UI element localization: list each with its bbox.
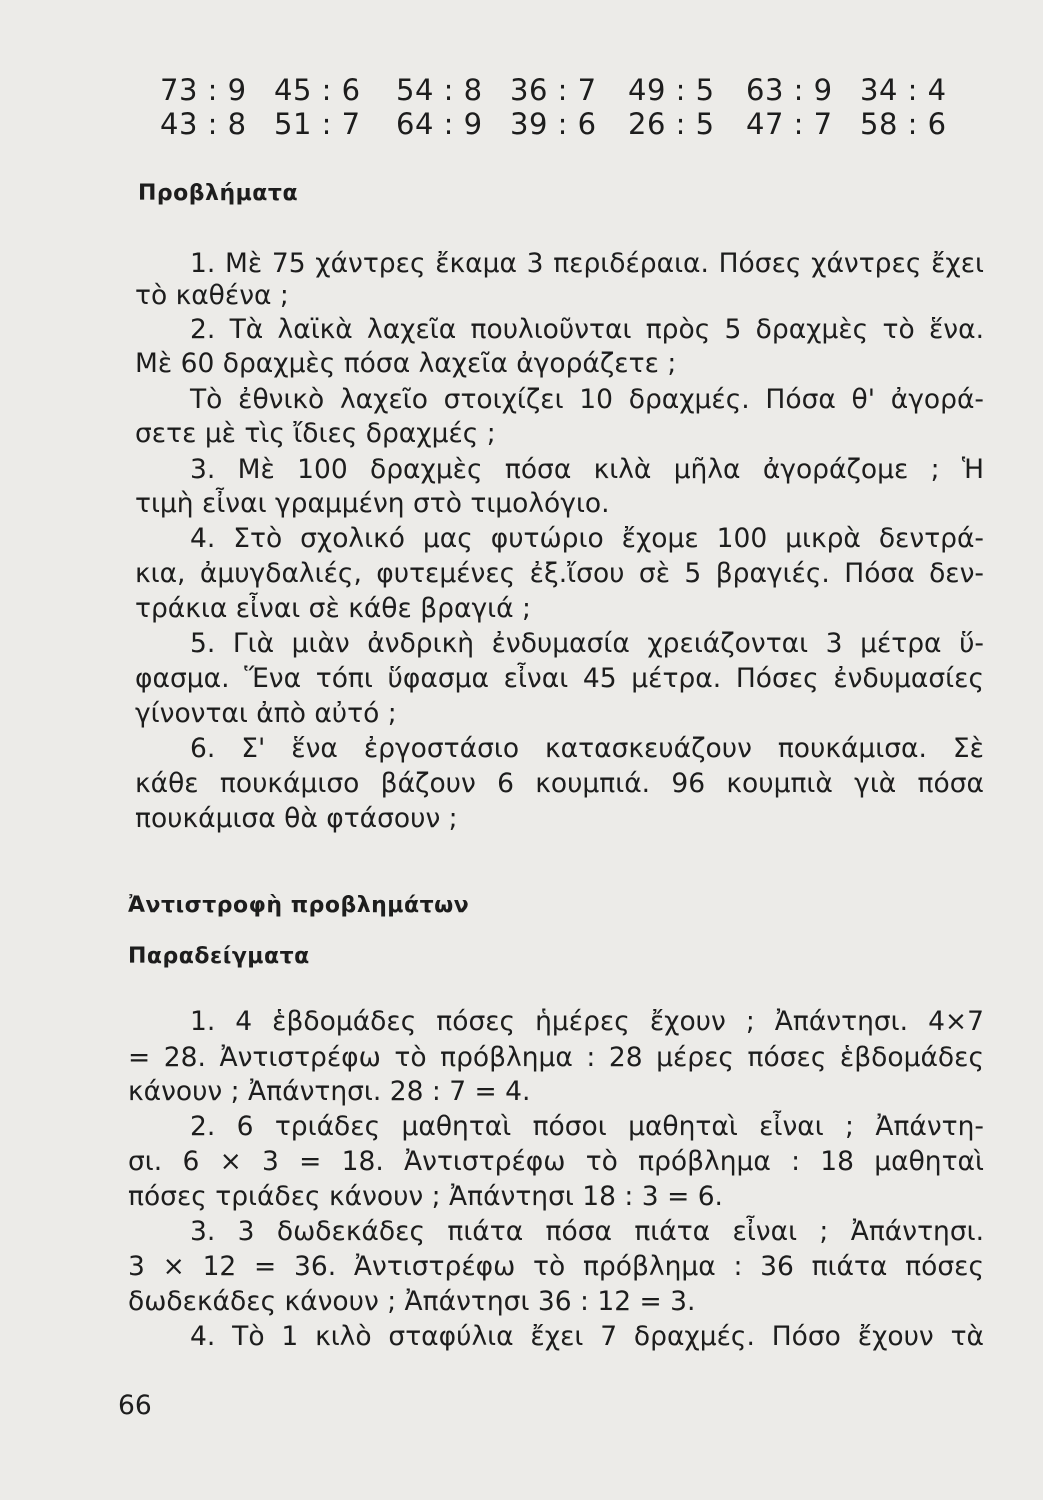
text-line: σι. 6 × 3 = 18. Ἀντιστρέφω τὸ πρόβλημα : 18 μαθηταὶ <box>128 1146 984 1177</box>
text-line: 2. 6 τριάδες μαθηταὶ πόσοι μαθηταὶ εἶναι ; Ἀπάντη- <box>190 1111 984 1142</box>
text-line: πόσες τριάδες κάνουν ; Ἀπάντησι 18 : 3 = 6. <box>128 1181 723 1212</box>
text-line: κια, ἀμυγδαλιές, φυτεμένες ἐξ.ἴσου σὲ 5 βραγιές. Πόσα δεν- <box>135 558 984 589</box>
exercise: 36 : 7 <box>510 73 597 107</box>
exercise-row-2 <box>0 104 1043 144</box>
text-line: σετε μὲ τὶς ἴδιες δραχμές ; <box>135 418 496 449</box>
text-line: τράκια εἶναι σὲ κάθε βραγιά ; <box>135 593 531 624</box>
text-line: 3 × 12 = 36. Ἀντιστρέφω τὸ πρόβλημα : 36 πιάτα πόσες <box>128 1251 984 1282</box>
text-line: γίνονται ἀπὸ αὐτό ; <box>135 698 397 729</box>
text-line: Τὸ ἐθνικὸ λαχεῖο στοιχίζει 10 δραχμές. Πόσα θ' ἀγορά- <box>190 384 984 415</box>
text-line: κάθε πουκάμισο βάζουν 6 κουμπιά. 96 κουμπιὰ γιὰ πόσα <box>135 768 984 799</box>
exercise: 51 : 7 <box>274 107 361 141</box>
text-line: τιμὴ εἶναι γραμμένη στὸ τιμολόγιο. <box>135 488 610 519</box>
exercise: 64 : 9 <box>396 107 483 141</box>
page-number: 66 <box>118 1390 152 1421</box>
exercise: 47 : 7 <box>746 107 833 141</box>
inversion-heading: Ἀντιστροφὴ προβλημάτων <box>128 893 470 918</box>
exercise: 34 : 4 <box>860 73 947 107</box>
problems-heading: Προβλήματα <box>138 181 299 206</box>
text-line: 3. 3 δωδεκάδες πιάτα πόσα πιάτα εἶναι ; Ἀπάντησι. <box>190 1216 984 1247</box>
text-line: 6. Σ' ἕνα ἐργοστάσιο κατασκευάζουν πουκάμισα. Σὲ <box>190 733 984 764</box>
exercise: 63 : 9 <box>746 73 833 107</box>
text-line: 5. Γιὰ μιὰν ἀνδρικὴ ἐνδυμασία χρειάζονται 3 μέτρα ὕ- <box>190 628 984 659</box>
text-line: δωδεκάδες κάνουν ; Ἀπάντησι 36 : 12 = 3. <box>128 1286 696 1317</box>
text-line: κάνουν ; Ἀπάντησι. 28 : 7 = 4. <box>128 1076 531 1107</box>
exercise: 43 : 8 <box>160 107 247 141</box>
text-line: 4. Τὸ 1 κιλὸ σταφύλια ἔχει 7 δραχμές. Πόσο ἔχουν τὰ <box>190 1321 984 1352</box>
text-line: 3. Μὲ 100 δραχμὲς πόσα κιλὰ μῆλα ἀγοράζομε ; Ἡ <box>190 454 984 485</box>
text-line: Μὲ 60 δραχμὲς πόσα λαχεῖα ἀγοράζετε ; <box>135 348 677 379</box>
text-line: = 28. Ἀντιστρέφω τὸ πρόβλημα : 28 μέρες πόσες ἑβδομάδες <box>128 1042 984 1073</box>
exercise: 49 : 5 <box>628 73 715 107</box>
exercise: 58 : 6 <box>860 107 947 141</box>
text-line: φασμα. Ἕνα τόπι ὕφασμα εἶναι 45 μέτρα. Πόσες ἐνδυμασίες <box>135 663 984 694</box>
text-line: 1. 4 ἑβδομάδες πόσες ἡμέρες ἔχουν ; Ἀπάντησι. 4×7 <box>190 1006 984 1037</box>
exercise: 39 : 6 <box>510 107 597 141</box>
exercise: 45 : 6 <box>274 73 361 107</box>
text-line: 2. Τὰ λαϊκὰ λαχεῖα πουλιοῦνται πρὸς 5 δραχμὲς τὸ ἕνα. <box>190 314 984 345</box>
text-line: 4. Στὸ σχολικό μας φυτώριο ἔχομε 100 μικρὰ δεντρά- <box>190 523 984 554</box>
text-line: πουκάμισα θὰ φτάσουν ; <box>135 803 458 834</box>
exercise: 54 : 8 <box>396 73 483 107</box>
examples-heading: Παραδείγματα <box>128 944 310 969</box>
exercise: 73 : 9 <box>160 73 247 107</box>
text-line: τὸ καθένα ; <box>135 280 289 311</box>
text-line: 1. Μὲ 75 χάντρες ἔκαμα 3 περιδέραια. Πόσες χάντρες ἔχει <box>190 248 984 279</box>
exercise: 26 : 5 <box>628 107 715 141</box>
